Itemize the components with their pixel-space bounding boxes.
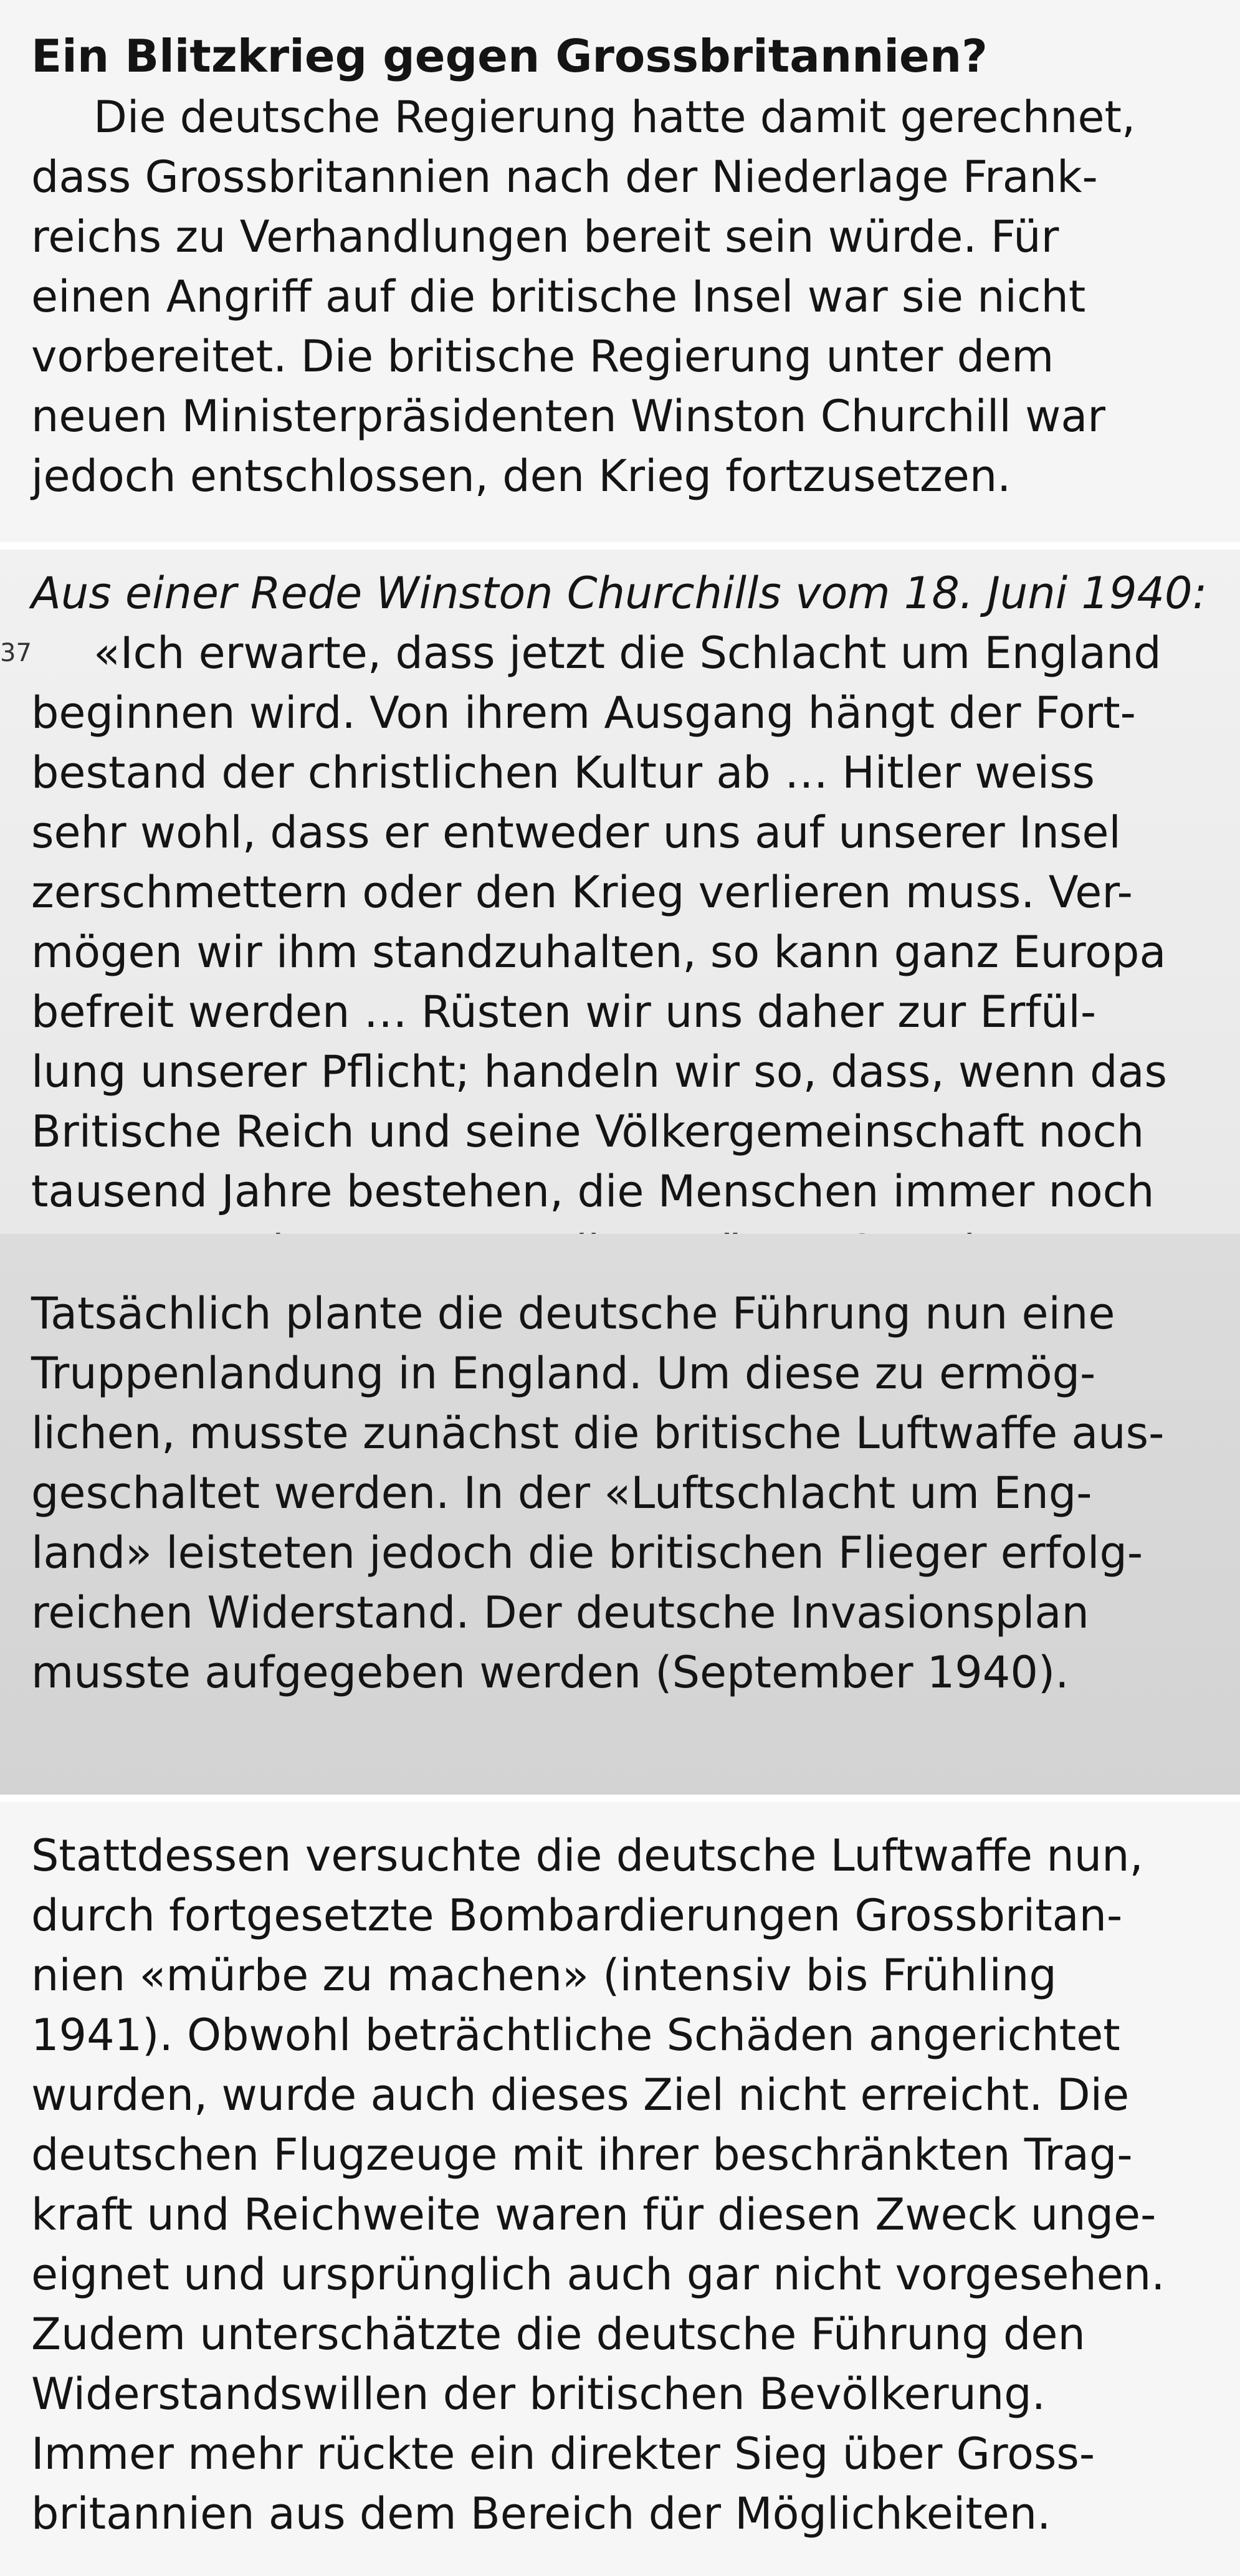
bombing-line: kraft und Reichweite waren für diesen Zweck unge- [31,2189,1157,2240]
bombing-line: Widerstandswillen der britischen Bevölkerung. [31,2368,1046,2420]
bombing-text [31,1826,1228,2544]
bombing-line: eignet und ursprünglich auch gar nicht vorgesehen. [31,2249,1165,2300]
intro-line: neuen Ministerpräsidenten Winston Churchill war [31,391,1105,442]
quote-source: Aus einer Rede Winston Churchills vom 18. Juni 1940: [31,568,1208,619]
intro-line: vorbereitet. Die britische Regierung unter dem [31,331,1054,382]
invasion-line: lichen, musste zunächst die britische Luftwaffe aus- [31,1408,1165,1459]
bombing-section [0,1802,1240,2576]
bombing-line: Zudem unterschätzte die deutsche Führung den [31,2309,1085,2360]
quote-line: mögen wir ihm standzuhalten, so kann ganz Europa [31,927,1166,978]
invasion-line: reichen Widerstand. Der deutsche Invasionsplan [31,1587,1089,1638]
quote-line: zerschmettern oder den Krieg verlieren muss. Ver- [31,867,1133,918]
bombing-line: deutschen Flugzeuge mit ihrer beschränkten Trag- [31,2129,1133,2180]
invasion-section [0,1234,1240,1795]
invasion-text [31,1284,1228,1702]
section-divider [0,542,1240,550]
quote-line: beginnen wird. Von ihrem Ausgang hängt der Fort- [31,687,1136,738]
invasion-line: musste aufgegeben werden (September 1940). [31,1647,1069,1698]
quote-line: Britische Reich und seine Völkergemeinschaft noch [31,1106,1145,1157]
bombing-line: durch fortgesetzte Bombardierungen Grossbritan- [31,1890,1123,1941]
margin-line-number: 37 [0,639,32,667]
invasion-line: Truppenlandung in England. Um diese zu ermög- [31,1348,1096,1399]
bombing-line: 1941). Obwohl beträchtliche Schäden angerichtet [31,2010,1120,2061]
intro-line: einen Angriff auf die britische Insel war sie nicht [31,271,1086,322]
intro-line: dass Grossbritannien nach der Niederlage Frank- [31,151,1098,203]
intro-section [0,0,1240,542]
quote-line: tausend Jahre bestehen, die Menschen immer noch [31,1166,1155,1217]
quote-section [0,550,1240,1234]
bombing-line: nien «mürbe zu machen» (intensiv bis Frühling [31,1950,1057,2001]
quote-line: befreit werden … Rüsten wir uns daher zur Erfül- [31,986,1097,1038]
intro-line: jedoch entschlossen, den Krieg fortzusetzen. [31,451,1011,502]
quote-text [31,563,1228,1281]
intro-text [31,25,1228,506]
invasion-line: Tatsächlich plante die deutsche Führung nun eine [31,1288,1115,1339]
intro-line: Die deutsche Regierung hatte damit gerechnet, [93,92,1136,143]
section-divider [0,1795,1240,1802]
quote-line: «Ich erwarte, dass jetzt die Schlacht um England [93,627,1161,679]
bombing-line: Immer mehr rückte ein direkter Sieg über Gross- [31,2428,1095,2479]
bombing-line: britannien aus dem Bereich der Möglichkeiten. [31,2488,1051,2539]
invasion-line: land» leisteten jedoch die britischen Flieger erfolg- [31,1527,1143,1578]
invasion-line: geschaltet werden. In der «Luftschlacht um Eng- [31,1467,1092,1519]
section-heading: Ein Blitzkrieg gegen Grossbritannien? [31,30,988,82]
bombing-line: Stattdessen versuchte die deutsche Luftwaffe nun, [31,1830,1143,1881]
bombing-line: wurden, wurde auch dieses Ziel nicht erreicht. Die [31,2069,1130,2120]
quote-line: lung unserer Pflicht; handeln wir so, dass, wenn das [31,1046,1167,1097]
intro-line: reichs zu Verhandlungen bereit sein würde. Für [31,211,1059,262]
quote-line: bestand der christlichen Kultur ab … Hitler weiss [31,747,1095,798]
quote-line: sehr wohl, dass er entweder uns auf unserer Insel [31,807,1121,858]
